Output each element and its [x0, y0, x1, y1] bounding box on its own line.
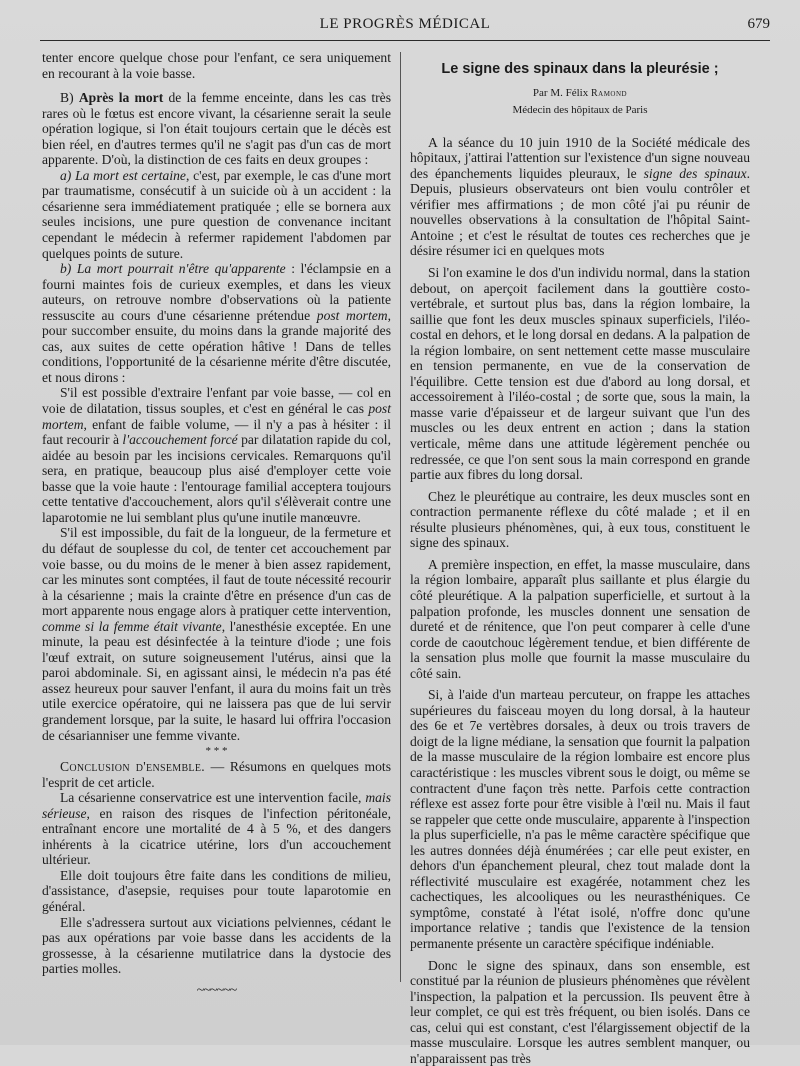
- italic-term: post mortem: [42, 401, 391, 432]
- left-column: [42, 50, 391, 998]
- paragraph: [42, 759, 391, 790]
- paragraph: Elle doit toujours être faite dans les conditions de milieu, d'assistance, d'asepsie, requises pour toute laparotomie en général.: [42, 867, 391, 914]
- italic-term: La mort est certaine: [75, 167, 186, 183]
- paragraph: Chez le pleurétique au contraire, les deux muscles sont en contraction permanente réflexe du côté malade ; et il en résulte plusieurs phénomènes, qui, à eux tous, constituent le signe des spinaux.: [410, 488, 750, 551]
- list-label: a): [60, 167, 72, 183]
- paragraph-text: , pour succomber ensuite, du moins dans la grande majorité des cas, aux suites de cette opération hâtive ! Dans de telles conditions, l'opportunité de la césarienne mérite d'être discutée, et nous dirons :: [42, 307, 391, 385]
- paragraph: [42, 525, 391, 743]
- page-number: 679: [747, 16, 770, 32]
- list-label: B): [60, 90, 74, 106]
- italic-term: post mortem: [316, 307, 388, 323]
- running-header: [40, 14, 770, 41]
- paragraph-text: , en raison des risques de l'infection péritonéale, entraînant encore une mortalité de 4 à 5 %, et des dangers inhérents à la cicatrice utérine, lors d'un accouchement ultérieur.: [42, 805, 391, 868]
- paragraph-text: par dilatation rapide du col, aidée au besoin par les incisions cervicales. Remarquons qu'il sera, en pratique, beaucoup plus aisé d'employer cette voie basse que la voie haute : l'entourage familial acceptera toujours cette tentative d'accouchement, alors qu'il s'élèverait contre une laparotomie ne lui semblant plus qu'une inutile manœuvre.: [42, 432, 391, 525]
- right-column: [410, 62, 750, 1066]
- paragraph-text: S'il est possible d'extraire l'enfant par voie basse, — col en voie de dilatation, tissus souples, et c'est en général le cas: [42, 385, 391, 417]
- paragraph: [42, 385, 391, 525]
- paragraph-text: , l'anesthésie exceptée. En une minute, la peau est désinfectée à la teinture d'iode ; une fois l'œuf extrait, on suture soigneusement l'utérus, ainsi que la paroi abdominale. Si, en agissant ainsi, le médecin n'a pas été assez heureux pour sauver l'enfant, il aura du moins fait un très utile exercice opératoire, qui ne laissera pas que de lui servir grandement lorsque, par la suite, le hasard lui offrira l'occasion de césarianniser une femme vivante.: [42, 618, 391, 743]
- journal-title: LE PROGRÈS MÉDICAL: [319, 16, 491, 32]
- paragraph: Si l'on examine le dos d'un individu normal, dans la station debout, on aperçoit facilement dans la gouttière costo-vertébrale, et surtout plus bas, dans la région lombaire, la saillie que font les deux muscles spinaux superficiels, l'iléo-costal en dehors, et le long dorsal en dedans. A la palpation de la région lombaire, on sent nettement cette masse musculaire en tension permanente, en vue de la conservation de l'équilibre. Cette tension est due d'abord au long dorsal, et accessoirement à l'iléo-costal ; de sorte que, sous la main, la masse varie d'épaisseur et de largeur suivant que l'un des muscles ou les deux entrent en action ; dans la station verticale, même dans une attitude légèrement penchée ou redressée, ce que l'on sent sous la main correspond en grande partie aux fibres du long dorsal.: [410, 265, 750, 483]
- paragraph-text: A la séance du 10 juin 1910 de la Société médicale des hôpitaux, j'attirai l'attention sur l'existence d'un signe nouveau des épanchements liquides pleuraux, le: [410, 134, 750, 181]
- paragraph: [42, 790, 391, 868]
- paragraph: Donc le signe des spinaux, dans son ensemble, est constitué par la réunion de plusieurs phénomènes que révèlent l'inspection, la palpation et la percussion. Ils peuvent être à leur complet, ce qui est très fréquent, ou bien isolés. Dans ce cas, celui qui est constant, c'est l'élargissement objectif de la masse musculaire. Lorsque les autres semblent manquer, ou n'apparaissent pas très: [410, 957, 750, 1066]
- italic-term: signe des spinaux: [643, 165, 747, 181]
- paragraph-text: de la femme enceinte, dans les cas très rares où le fœtus est encore vivant, la césarienne serait la seule opération logique, si l'on était toujours certain que le décès est bien réel, en d'autres termes qu'il ne s'agit pas d'un cas de mort apparente. D'où, la distinction de ces faits en deux groupes :: [42, 90, 391, 168]
- article-title: Le signe des spinaux dans la pleurésie ;: [441, 61, 719, 77]
- paragraph-text: S'il est impossible, du fait de la longueur, de la fermeture et du défaut de souplesse du col, de tenter cet accouchement par voie basse, ou du moins de le mener à bien assez rapidement, car les minutes sont comptées, il faut de toute nécessité recourir à la césarienne ; mais la crainte d'être en présence d'un cas de mort apparente nous engage alors à pratiquer cette intervention,: [42, 525, 391, 619]
- section-heading: Conclusion d'ensemble.: [60, 759, 205, 775]
- paragraph-text: : l'éclampsie en a fourni maintes fois de curieux exemples, et dans les vieux auteurs, on retrouve nombre d'observations où la patiente ressuscite au cours d'une césarienne prétendue: [42, 261, 391, 323]
- italic-term: mais sérieuse: [42, 790, 391, 821]
- author-name: Ramond: [590, 87, 628, 99]
- paragraph: tenter encore quelque chose pour l'enfant, ce sera uniquement en recourant à la voie basse.: [42, 50, 391, 81]
- paragraph: [42, 168, 391, 261]
- paragraph: [42, 90, 391, 168]
- bold-term: Après la mort: [78, 90, 164, 106]
- italic-term: comme si la femme était vivante: [42, 618, 222, 634]
- column-divider: [400, 52, 401, 982]
- article-author: [410, 86, 750, 102]
- paragraph: A première inspection, en effet, la masse musculaire, dans la région lombaire, apparaît plus saillante et plus élargie du côté pleurétique. A la palpation superficielle, et surtout à la palpation profonde, les muscles donnent une sensation de dureté et de rénitence, que l'on peut comparer à celle d'une corde de caoutchouc légèrement tendue, et bien différente de la sensation plus molle que fournit la masse musculaire du côté sain.: [410, 556, 750, 681]
- author-prefix: Par M. Félix: [532, 86, 591, 99]
- paragraph-text: , enfant de faible volume, — il n'y a pas à hésiter : il faut recourir à: [42, 416, 391, 448]
- paragraph: Si, à l'aide d'un marteau percuteur, on frappe les attaches supérieures du faisceau moyen du long dorsal, à la hauteur des 6e et 7e vertèbres dorsales, à deux ou trois travers de doigt de la ligne médiane, la sensation que fournit la palpation de la masse musculaire de la région lombaire est encore plus caractéristique : les muscles vibrent sous le doigt, ou même se contractent d'une façon très nette. Parfois cette contraction réflexe est assez forte pour être visible à l'œil nu. Mais il faut se rappeler que cette onde musculaire, apparente à l'inspection la plus superficielle, n'a pas le même caractère spécifique que les autres données déjà énumérées ; car elle peut exister, en dehors d'un épanchement pleural, chez tout malade dont la réflectivité musculaire est exagérée, notamment chez les cachectiques, les alcooliques ou les neurasthéniques. Ce symptôme, constaté à l'état isolé, n'offre donc qu'une importance relative ; tandis que l'existence de la tension permanente présente un caractère spécifique indéniable.: [410, 687, 750, 951]
- italic-term: La mort pourrait n'être qu'apparente: [76, 261, 286, 277]
- end-ornament: ~~~~~~: [196, 982, 237, 998]
- italic-term: l'accouchement forcé: [122, 432, 238, 448]
- paragraph-text: La césarienne conservatrice est une intervention facile,: [60, 790, 366, 806]
- author-affiliation: Médecin des hôpitaux de Paris: [512, 104, 648, 117]
- paragraph-text: . Depuis, plusieurs observateurs ont bien voulu contrôler et vérifier mes affirmations ; de mon côté j'ai pu réunir de nouvelles observations à la consultation de l'hôpital Saint-Antoine ; et c'est le résultat de toutes ces recherches que je désire résumer ici en quelques mots: [410, 165, 751, 259]
- list-label: b): [60, 261, 72, 277]
- paragraph: Elle s'adressera surtout aux viciations pelviennes, cédant le pas aux opérations par voie basse dans les accidents de la grossesse, à la césarienne mutilatrice dans la dystocie des parties molles.: [42, 914, 391, 977]
- section-separator: * * *: [205, 745, 228, 758]
- paragraph: [410, 135, 750, 259]
- paragraph: [42, 261, 391, 385]
- paragraph-text: , c'est, par exemple, le cas d'une mort par traumatisme, consécutif à un suicide où à un accident : la césarienne sera immédiatement pratiquée ; elle se bornera aux seules incisions, une pure question de convenance incitant cependant le médecin à refermer rapidement l'abdomen par quelques points de suture.: [42, 167, 392, 261]
- paragraph-text: — Résumons en quelques mots l'esprit de cet article.: [42, 759, 391, 790]
